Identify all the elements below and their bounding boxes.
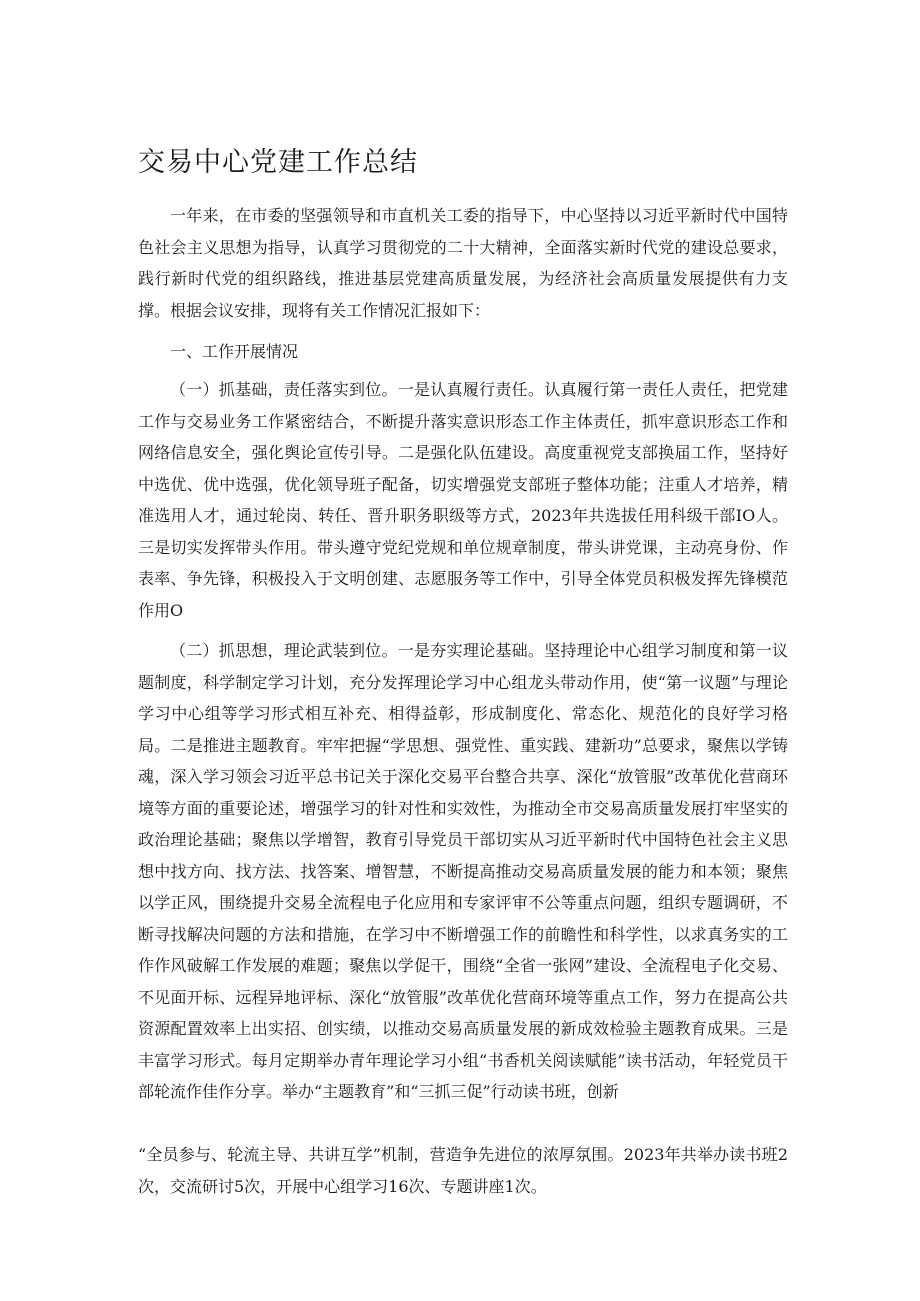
continuation-paragraph: “全员参与、轮流主导、共讲互学”机制，营造争先进位的浓厚氛围。2023年共举办读书班2次，交流研讨5次，开展中心组学习16次、专题讲座1次。 xyxy=(138,1145,788,1196)
section-heading-1: 一、工作开展情况 xyxy=(170,342,299,361)
document-title: 交易中心党建工作总结 xyxy=(138,147,418,178)
section-1-1-paragraph: （一）抓基础，责任落实到位。一是认真履行责任。认真履行第一责任人责任，把党建工作与交易业务工作紧密结合，不断提升落实意识形态工作主体责任，抓牢意识形态工作和网络信息安全，强化舆论宣传引导。二是强化队伍建设。高度重视党支部换届工作，坚持好中选优、优中选强，优化领导班子配备，切实增强党支部班子整体功能；注重人才培养，精准选用人才，通过轮岗、转任、晋升职务职级等方式，2023年共选拔任用科级干部IO人。三是切实发挥带头作用。带头遵守党纪党规和单位规章制度，带头讲党课，主动亮身份、作表率、争先锋，积极投入于文明创建、志愿服务等工作中，引导全体党员积极发挥先锋模范作用O xyxy=(138,380,788,620)
intro-paragraph: 一年来，在市委的坚强领导和市直机关工委的指导下，中心坚持以习近平新时代中国特色社会主义思想为指导，认真学习贯彻党的二十大精神，全面落实新时代党的建设总要求，践行新时代党的组织路线，推进基层党建高质量发展，为经济社会高质量发展提供有力支撑。根据会议安排，现将有关工作情况汇报如下： xyxy=(138,206,788,320)
section-1-2-paragraph: （二）抓思想，理论武装到位。一是夯实理论基础。坚持理论中心组学习制度和第一议题制度，科学制定学习计划，充分发挥理论学习中心组龙头带动作用，使“第一议题”与理论学习中心组等学习形式相互补充、相得益彰，形成制度化、常态化、规范化的良好学习格局。二是推进主题教育。牢牢把握“学思想、强党性、重实践、建新功”总要求，聚焦以学铸魂，深入学习领会习近平总书记关于深化交易平台整合共享、深化“放管服”改革优化营商环境等方面的重要论述，增强学习的针对性和实效性，为推动全市交易高质量发展打牢坚实的政治理论基础；聚焦以学增智，教育引导党员干部切实从习近平新时代中国特色社会主义思想中找方向、找方法、找答案、增智慧，不断提高推动交易高质量发展的能力和本领；聚焦以学正风，围绕提升交易全流程电子化应用和专家评审不公等重点问题，组织专题调研，不断寻找解决问题的方法和措施，在学习中不断增强工作的前瞻性和科学性，以求真务实的工作作风破解工作发展的难题；聚焦以学促干，围绕“全省一张网”建设、全流程电子化交易、不见面开标、远程异地评标、深化“放管服”改革优化营商环境等重点工作，努力在提高公共资源配置效率上出实招、创实绩，以推动交易高质量发展的新成效检验主题教育成果。三是丰富学习形式。每月定期举办青年理论学习小组“书香机关阅读赋能”读书活动，年轻党员干部轮流作佳作分享。举办“主题教育”和“三抓三促”行动读书班，创新 xyxy=(138,641,788,1101)
